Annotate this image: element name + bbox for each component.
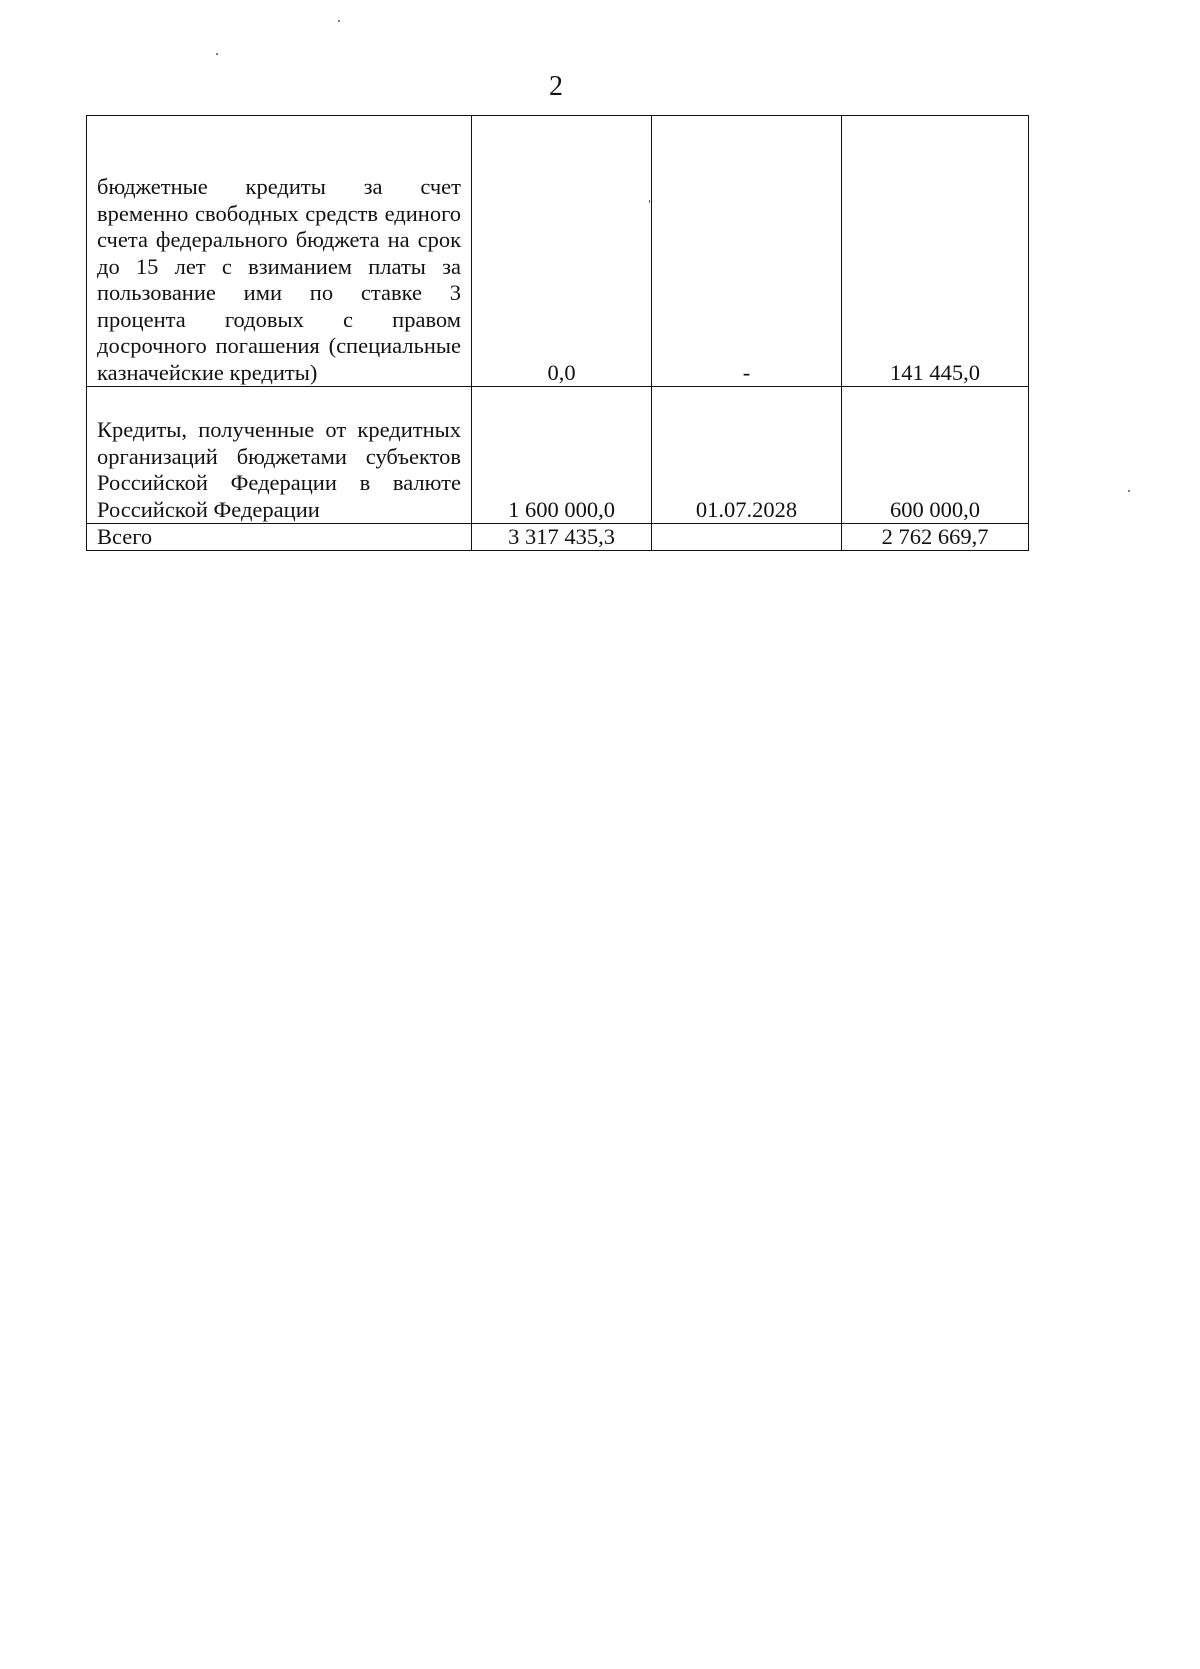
debt-amount-cell: 600 000,0: [842, 387, 1029, 524]
debt-table: [86, 115, 1029, 551]
total-amount-attracted: 3 317 435,3: [472, 524, 652, 551]
page-number: 2: [549, 71, 563, 102]
total-debt-amount: 2 762 669,7: [842, 524, 1029, 551]
total-row: [87, 524, 1029, 551]
repayment-date-cell: 01.07.2028: [652, 387, 842, 524]
debt-amount-cell: 141 445,0: [842, 116, 1029, 387]
scan-speck: [216, 53, 218, 55]
repayment-date-cell: -: [652, 116, 842, 387]
row-description: Кредиты, полученные от кредитных организаций бюджетами субъектов Российской Федерации в валюте Российской Федерации: [87, 387, 472, 524]
total-repayment-date: [652, 524, 842, 551]
total-label: Всего: [87, 524, 472, 551]
row-description: бюджетные кредиты за счет временно свободных средств единого счета федерального бюджета на срок до 15 лет с взиманием платы за пользование ими по ставке 3 процента годовых с правом досрочного погашения (специальные казначейские кредиты): [87, 116, 472, 387]
table-row: [87, 387, 1029, 524]
table-row: [87, 116, 1029, 387]
scan-speck: [338, 20, 340, 22]
amount-attracted-cell: 0,0: [472, 116, 652, 387]
amount-attracted-cell: 1 600 000,0: [472, 387, 652, 524]
scan-speck: [1128, 490, 1130, 492]
